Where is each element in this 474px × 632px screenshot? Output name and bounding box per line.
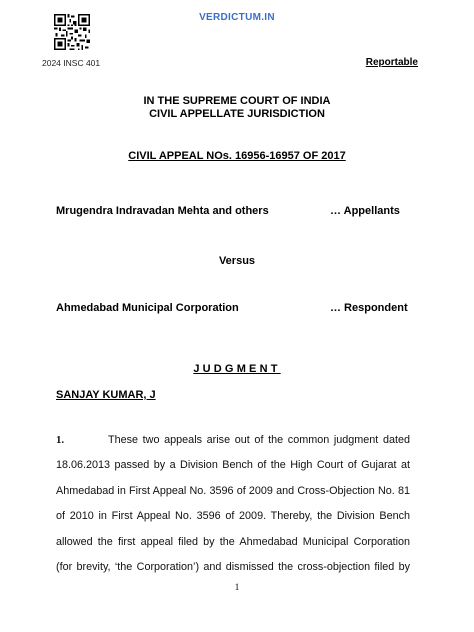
- appellant-role: … Appellants: [330, 205, 400, 217]
- court-name: IN THE SUPREME COURT OF INDIA: [143, 95, 331, 107]
- paragraph-line: of 2010 in First Appeal No. 3596 of 2009. Thereby, the Division Bench: [56, 510, 410, 523]
- paragraph-line: Ahmedabad in First Appeal No. 3596 of 2009 and Cross-Objection No. 81: [56, 484, 410, 497]
- respondent-role: … Respondent: [330, 302, 408, 314]
- court-jurisdiction: CIVIL APPELLATE JURISDICTION: [149, 108, 325, 120]
- versus-label: Versus: [218, 255, 256, 267]
- judgment-paragraph: [56, 428, 410, 580]
- paragraph-line: (for brevity, ‘the Corporation’) and dismissed the cross-objection filed by: [56, 561, 410, 574]
- citation-number: 2024 INSC 401: [42, 58, 101, 68]
- case-number: CIVIL APPEAL NOs. 16956-16957 OF 2017: [128, 150, 346, 162]
- paragraph-line: allowed the first appeal filed by the Ahmedabad Municipal Corporation: [56, 535, 410, 548]
- appellant-name: Mrugendra Indravadan Mehta and others: [56, 205, 269, 217]
- page-number: 1: [234, 582, 240, 592]
- judge-author: SANJAY KUMAR, J: [56, 389, 156, 401]
- paragraph-line: 18.06.2013 passed by a Division Bench of the High Court of Gujarat at: [56, 459, 410, 472]
- reportable-label: Reportable: [365, 57, 418, 68]
- site-watermark: VERDICTUM.IN: [199, 12, 275, 23]
- paragraph-line: 1. These two appeals arise out of the common judgment dated: [56, 428, 410, 453]
- judgment-heading: JUDGMENT: [193, 363, 281, 375]
- paragraph-number: 1.: [56, 434, 65, 446]
- respondent-name: Ahmedabad Municipal Corporation: [56, 302, 239, 314]
